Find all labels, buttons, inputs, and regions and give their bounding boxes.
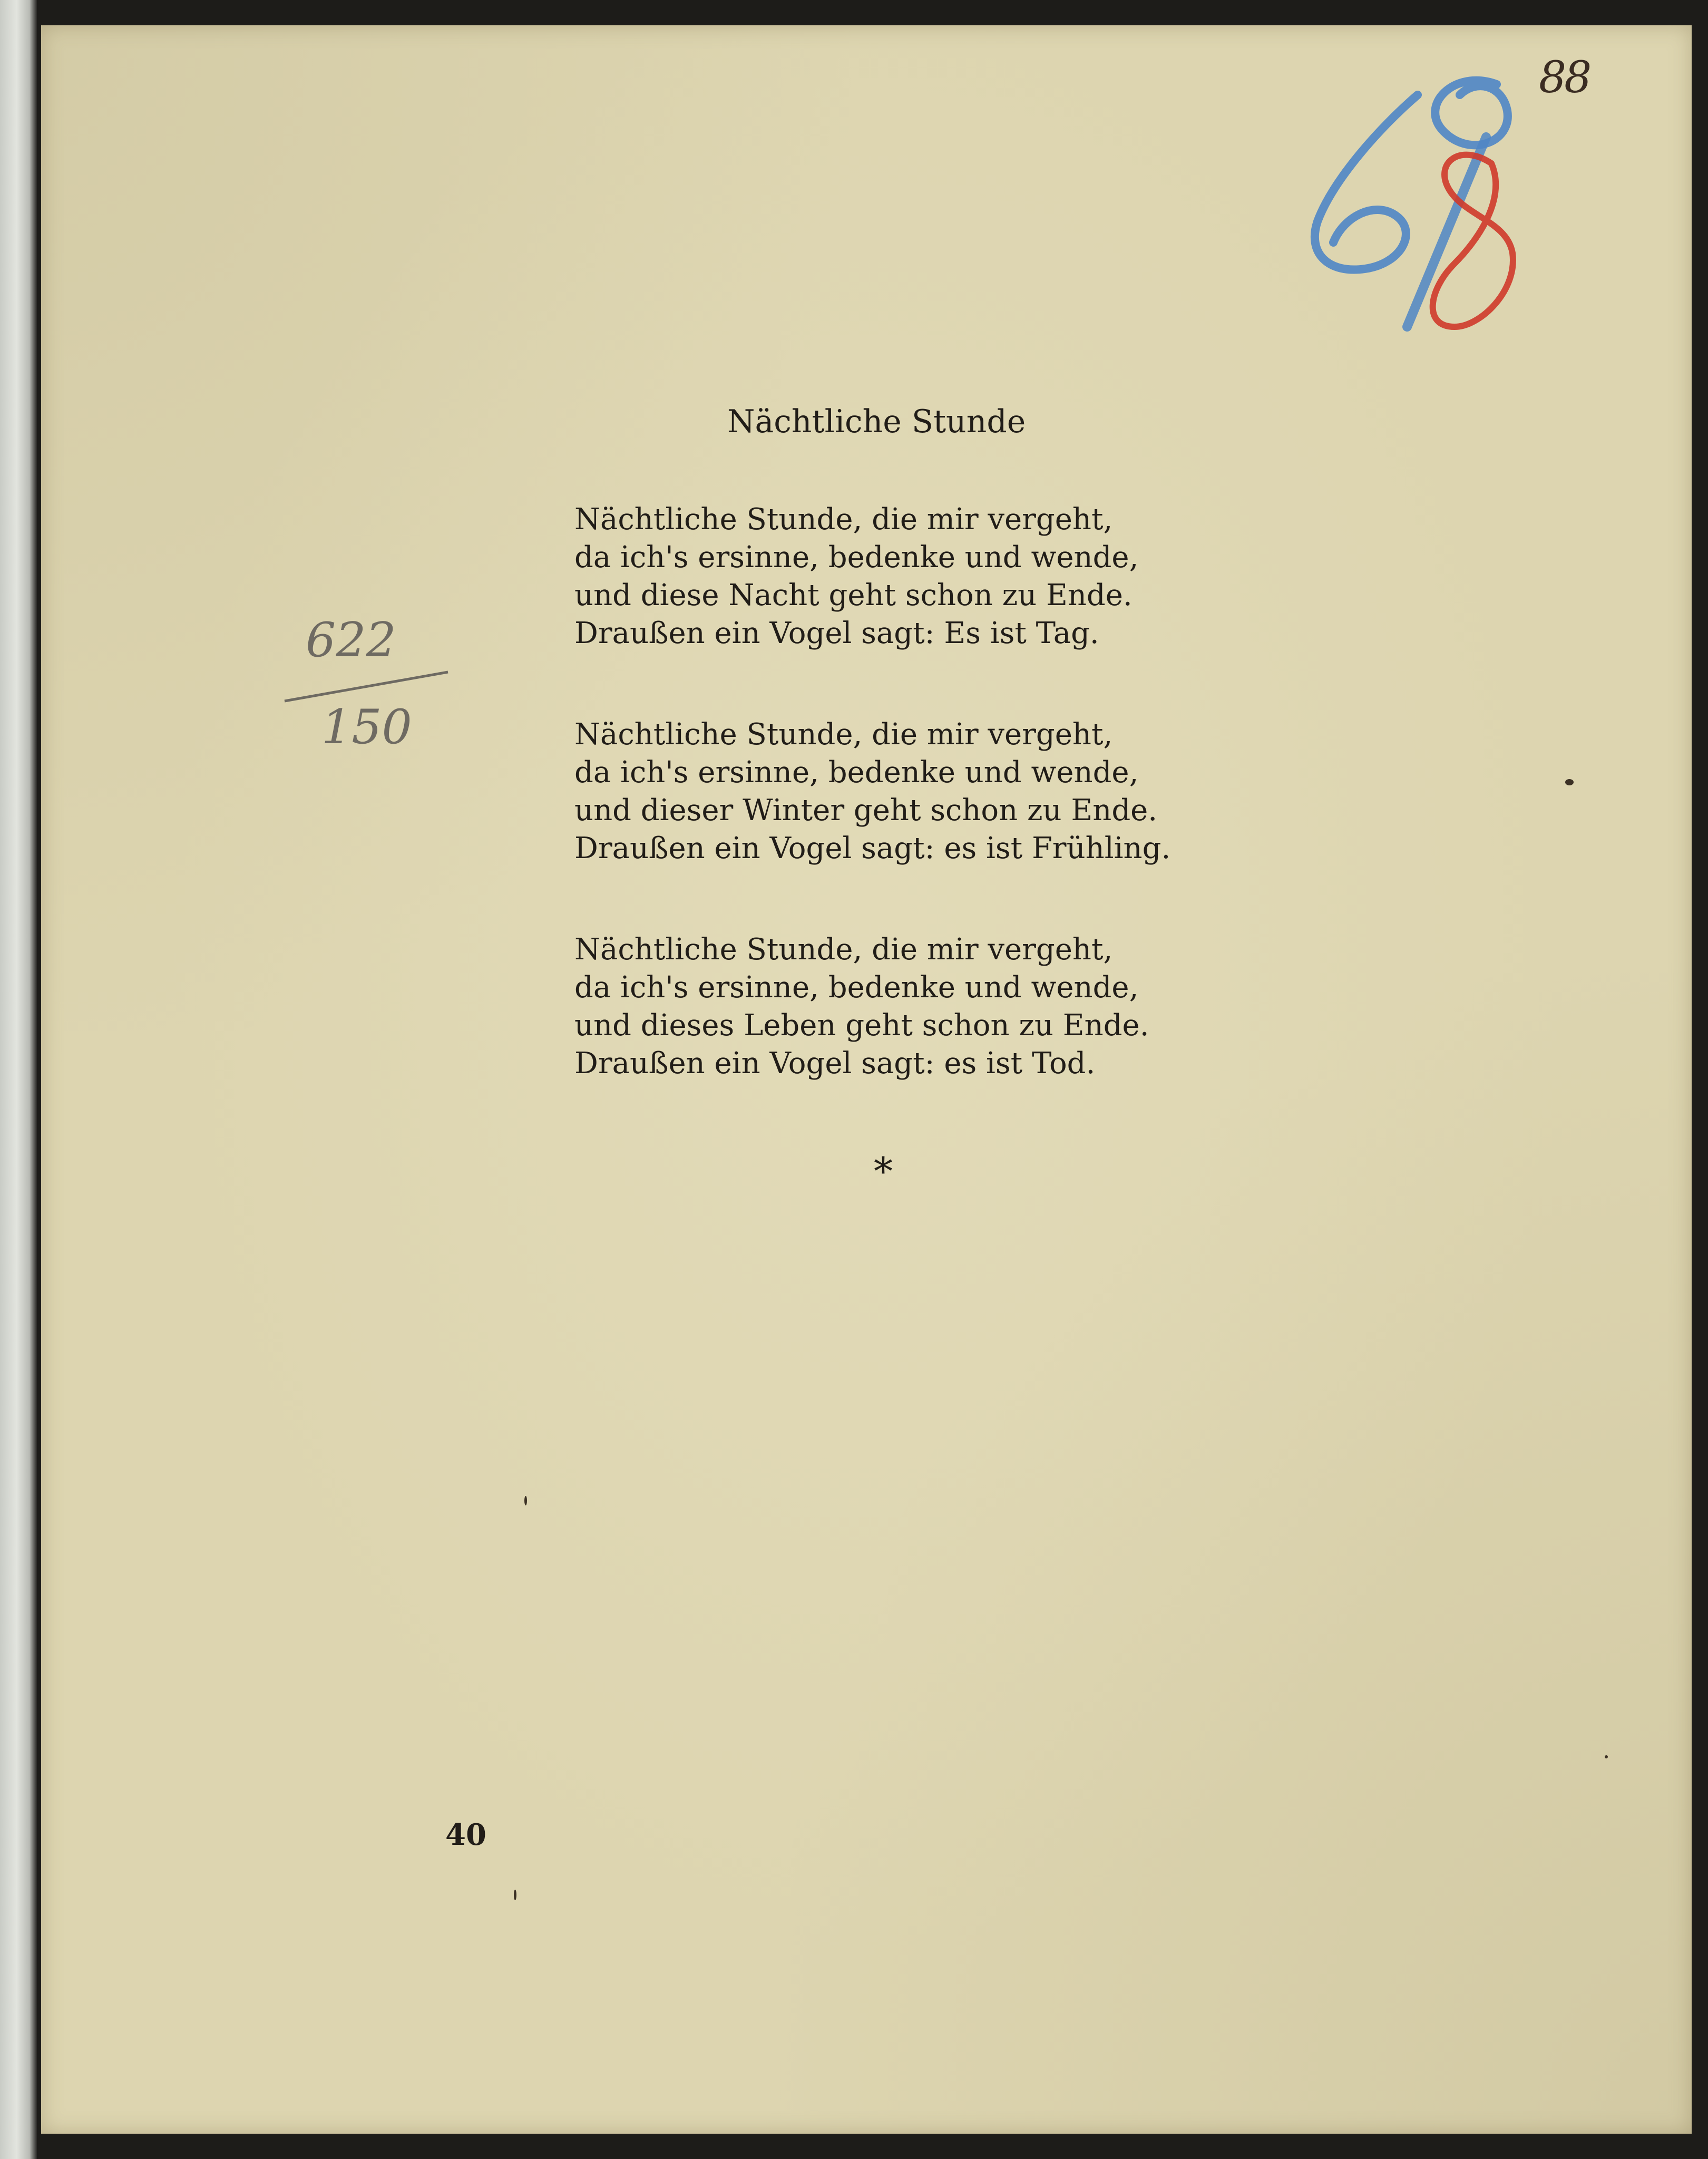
poem-title: Nächtliche Stunde <box>727 403 1026 440</box>
pencil-inventory-fraction <box>263 606 474 764</box>
poem <box>574 403 1207 1146</box>
archive-page-number: 88 <box>1539 53 1590 103</box>
verse-line: da ich's ersinne, bedenke und wende, <box>574 755 1139 790</box>
section-separator: * <box>874 1149 893 1193</box>
fraction-numerator: 622 <box>306 612 396 668</box>
verse-line: Draußen ein Vogel sagt: es ist Frühling. <box>574 831 1171 865</box>
verse-line: und dieses Leben geht schon zu Ende. <box>574 1008 1149 1043</box>
verse-line: Nächtliche Stunde, die mir vergeht, <box>574 717 1113 752</box>
paper-speck <box>514 1890 516 1900</box>
verse-line: Nächtliche Stunde, die mir vergeht, <box>574 932 1113 967</box>
verse-line: Draußen ein Vogel sagt: Es ist Tag. <box>574 616 1099 650</box>
verse-line: Draußen ein Vogel sagt: es ist Tod. <box>574 1046 1096 1081</box>
verse-line: Nächtliche Stunde, die mir vergeht, <box>574 502 1113 537</box>
paper-speck <box>1605 1755 1608 1758</box>
verse-line: da ich's ersinne, bedenke und wende, <box>574 970 1139 1005</box>
book-binding <box>0 0 37 2159</box>
verse-line: da ich's ersinne, bedenke und wende, <box>574 540 1139 575</box>
fraction-denominator: 150 <box>321 699 412 755</box>
verse-line: und dieser Winter geht schon zu Ende. <box>574 793 1158 828</box>
verse-line: und diese Nacht geht schon zu Ende. <box>574 578 1133 612</box>
crayon-numerals-mark <box>1286 63 1560 358</box>
printed-page-number: 40 <box>445 1817 486 1852</box>
paper-speck <box>1565 779 1574 785</box>
stanza-1 <box>574 501 1207 653</box>
stanza-3 <box>574 931 1207 1083</box>
stanza-2 <box>574 716 1207 868</box>
paper-speck <box>524 1496 527 1505</box>
